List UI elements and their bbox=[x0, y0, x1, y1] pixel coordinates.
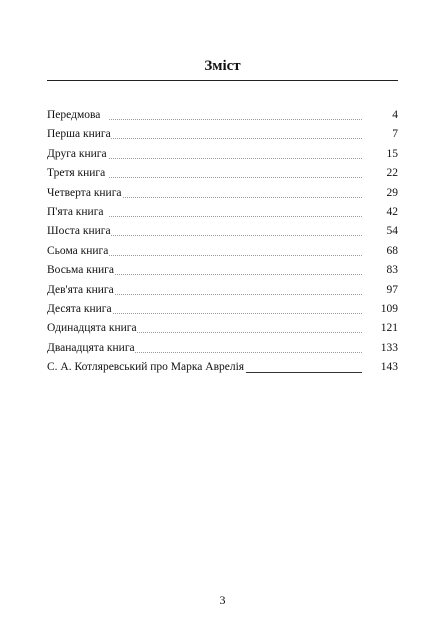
toc-leader bbox=[109, 177, 362, 178]
toc-entry[interactable] bbox=[47, 203, 398, 222]
toc-entry[interactable] bbox=[47, 319, 398, 338]
toc-leader bbox=[109, 119, 362, 120]
toc-leader bbox=[109, 216, 362, 217]
toc-entry-page: 7 bbox=[392, 128, 398, 141]
toc-entry[interactable] bbox=[47, 145, 398, 164]
toc-entry[interactable] bbox=[47, 106, 398, 125]
toc-entry-page: 22 bbox=[386, 167, 398, 180]
toc-leader bbox=[109, 352, 362, 353]
toc-entry-label: Перша книга bbox=[47, 125, 111, 144]
toc-entry-label: С. А. Котляревський про Марка Аврелія bbox=[47, 358, 244, 377]
toc-leader bbox=[109, 197, 362, 198]
toc-entry-label: Передмова bbox=[47, 106, 100, 125]
toc-entry[interactable] bbox=[47, 125, 398, 144]
toc-entry[interactable] bbox=[47, 358, 398, 377]
toc-entry-page: 29 bbox=[386, 186, 398, 199]
page-number: 3 bbox=[219, 593, 226, 607]
toc-entry-label: Дев'ята книга bbox=[47, 281, 114, 300]
toc-entry[interactable] bbox=[47, 184, 398, 203]
toc-entry-page: 143 bbox=[380, 361, 398, 374]
toc-entry[interactable] bbox=[47, 300, 398, 319]
toc-entry[interactable] bbox=[47, 339, 398, 358]
title-divider bbox=[47, 80, 398, 81]
toc-entry-page: 121 bbox=[380, 322, 398, 335]
toc-entry-page: 68 bbox=[386, 244, 398, 257]
toc-leader bbox=[246, 372, 362, 373]
toc-entry[interactable] bbox=[47, 242, 398, 261]
toc-entry[interactable] bbox=[47, 281, 398, 300]
toc-entry-page: 4 bbox=[392, 109, 398, 121]
toc-entry-label: П'ята книга bbox=[47, 203, 104, 222]
toc-entry-page: 109 bbox=[380, 302, 398, 315]
toc-entry-page: 54 bbox=[386, 225, 398, 238]
toc-leader bbox=[109, 255, 362, 256]
toc-entry-page: 15 bbox=[386, 147, 398, 160]
toc-leader bbox=[109, 158, 362, 159]
toc-leader bbox=[109, 313, 362, 314]
toc-entry-page: 97 bbox=[386, 283, 398, 296]
toc-leader bbox=[109, 138, 362, 139]
toc-leader bbox=[109, 274, 362, 275]
toc-entry[interactable] bbox=[47, 164, 398, 183]
toc-leader bbox=[109, 294, 362, 295]
toc-entry-label: Третя книга bbox=[47, 164, 105, 183]
toc-entry-label: Одинадцята книга bbox=[47, 319, 137, 338]
toc-entry-page: 42 bbox=[386, 205, 398, 218]
toc-entry[interactable] bbox=[47, 261, 398, 280]
toc-entry-label: Дванадцята книга bbox=[47, 339, 135, 358]
toc-entry-label: Шоста книга bbox=[47, 222, 111, 241]
toc-leader bbox=[109, 235, 362, 236]
toc-entry-page: 133 bbox=[380, 341, 398, 354]
toc-entry-label: Десята книга bbox=[47, 300, 112, 319]
toc-entry-page: 83 bbox=[386, 264, 398, 277]
toc-entry-label: Восьма книга bbox=[47, 261, 114, 280]
page-title: Зміст bbox=[204, 58, 241, 74]
toc-leader bbox=[109, 332, 362, 333]
table-of-contents bbox=[47, 106, 398, 377]
toc-entry[interactable] bbox=[47, 222, 398, 241]
toc-entry-label: Друга книга bbox=[47, 145, 107, 164]
toc-entry-label: Сьома книга bbox=[47, 242, 108, 261]
toc-entry-label: Четверта книга bbox=[47, 184, 122, 203]
